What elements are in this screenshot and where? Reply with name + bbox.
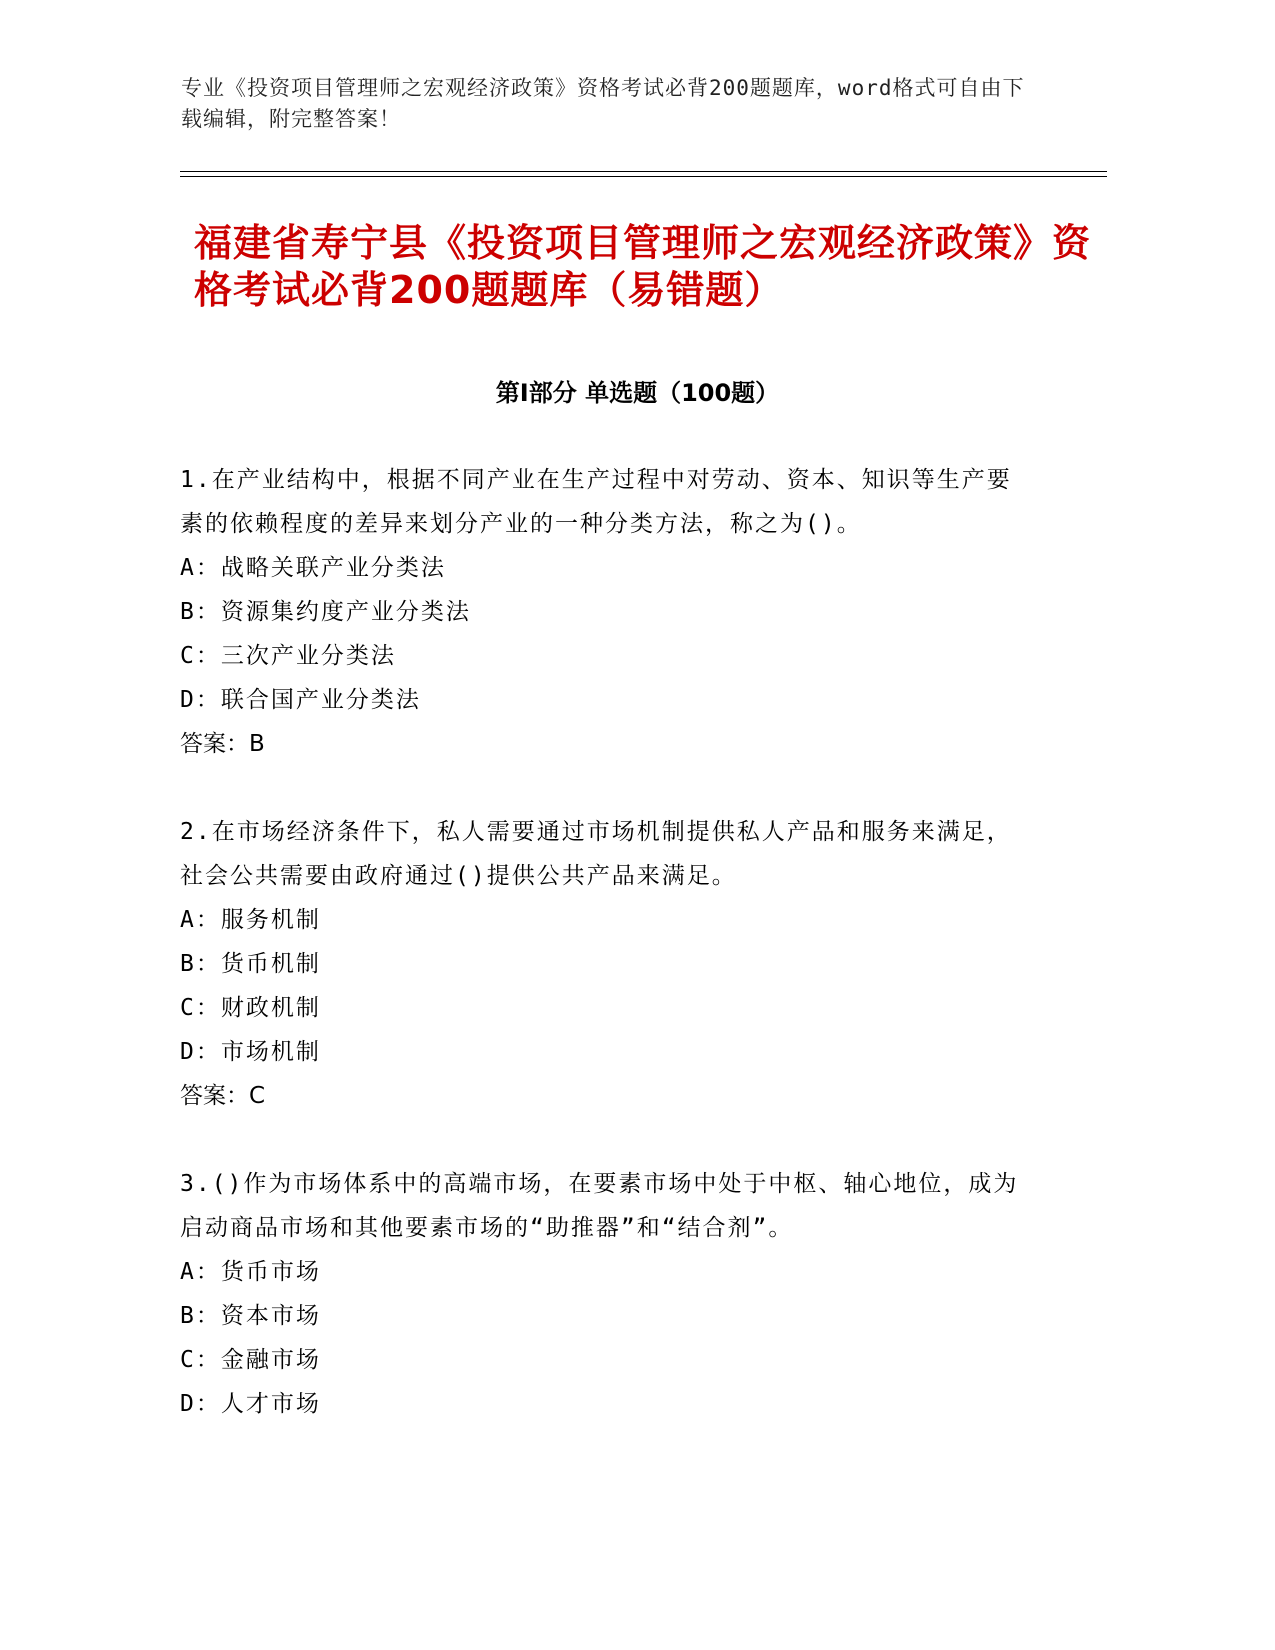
document-title: 福建省寿宁县《投资项目管理师之宏观经济政策》资格考试必背200题题库（易错题） <box>194 221 1092 312</box>
question-1 <box>180 458 1030 766</box>
header-note: 专业《投资项目管理师之宏观经济政策》资格考试必背200题题库，word格式可自由下载编辑，附完整答案！ <box>181 76 1025 131</box>
option-a: A：战略关联产业分类法 <box>180 555 446 581</box>
header-rule-bottom <box>180 176 1107 177</box>
question-3 <box>180 1162 1030 1426</box>
option-b: B：资本市场 <box>180 1303 321 1329</box>
question-text: 1.在产业结构中，根据不同产业在生产过程中对劳动、资本、知识等生产要素的依赖程度的差异来划分产业的一种分类方法，称之为()。 <box>180 467 1012 537</box>
option-b: B：货币机制 <box>180 951 321 977</box>
option-d: D：人才市场 <box>180 1391 321 1417</box>
section-title: 第I部分 单选题（100题） <box>495 379 780 407</box>
option-a: A：货币市场 <box>180 1259 321 1285</box>
option-d: D：市场机制 <box>180 1039 321 1065</box>
header-rule-top <box>180 171 1107 172</box>
option-a: A：服务机制 <box>180 907 321 933</box>
question-list <box>180 458 1030 1470</box>
question-2 <box>180 810 1030 1118</box>
question-text: 3.()作为市场体系中的高端市场，在要素市场中处于中枢、轴心地位，成为启动商品市场和其他要素市场的“助推器”和“结合剂”。 <box>180 1171 1019 1241</box>
option-d: D：联合国产业分类法 <box>180 687 421 713</box>
option-c: C：三次产业分类法 <box>180 643 396 669</box>
answer: 答案：C <box>180 1083 266 1109</box>
question-text: 2.在市场经济条件下，私人需要通过市场机制提供私人产品和服务来满足，社会公共需要由政府通过()提供公共产品来满足。 <box>180 819 1012 889</box>
option-c: C：金融市场 <box>180 1347 321 1373</box>
option-c: C：财政机制 <box>180 995 321 1021</box>
option-b: B：资源集约度产业分类法 <box>180 599 471 625</box>
answer: 答案：B <box>180 731 265 757</box>
